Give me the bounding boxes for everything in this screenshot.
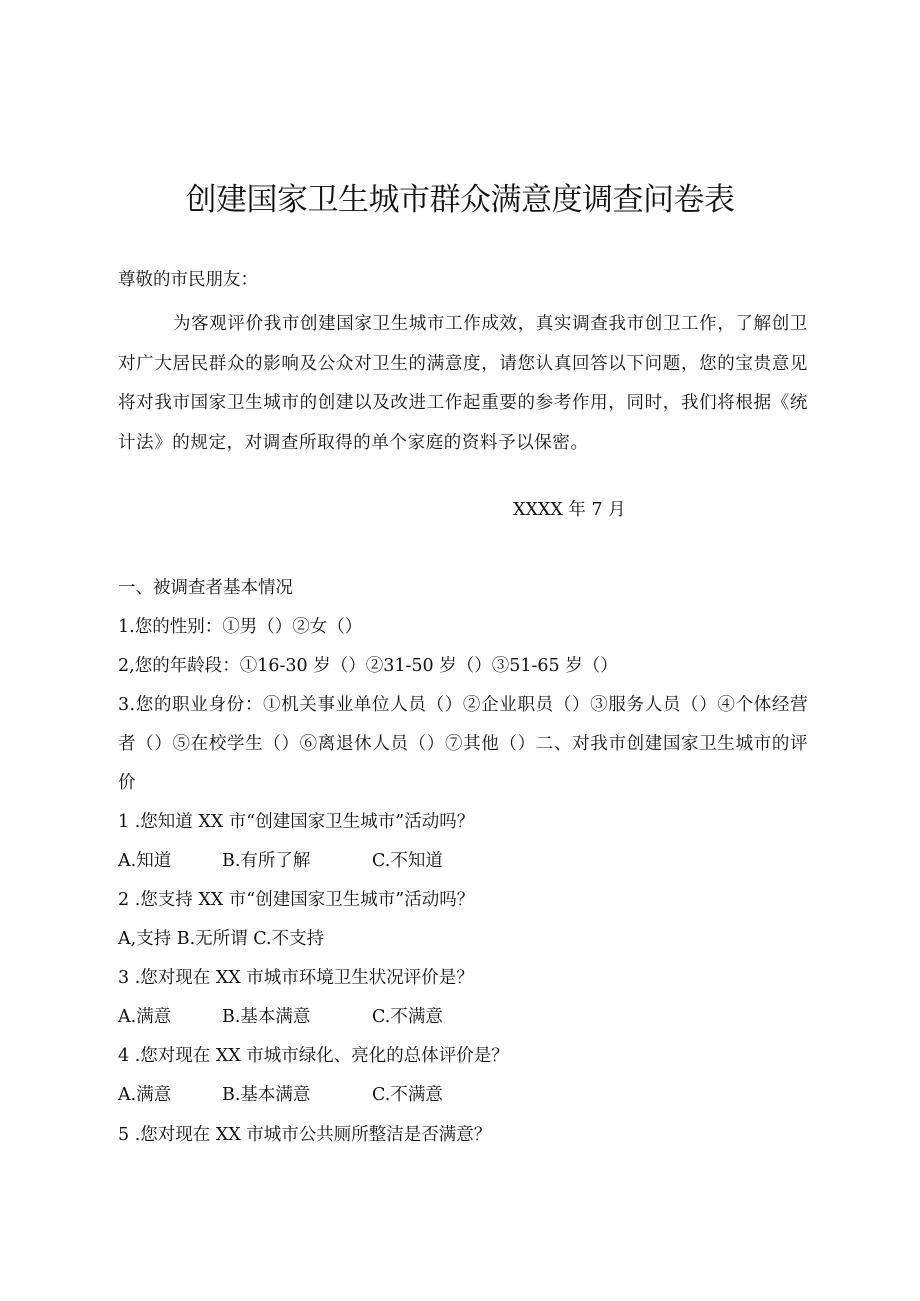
document-date: XXXX 年 7 月	[513, 500, 626, 520]
intro-paragraph: 为客观评价我市创建国家卫生城市工作成效，真实调查我市创卫工作，了解创卫对广大居民群众的影响及公众对卫生的满意度，请您认真回答以下问题，您的宝贵意见将对我市国家卫生城市的创建以及改进工作起重要的参考作用，同时，我们将根据《统计法》的规定，对调查所取得的单个家庭的资料予以保密。	[118, 314, 808, 453]
option-b: B.有所了解	[222, 851, 311, 871]
greeting: 尊敬的市民朋友：	[118, 270, 258, 290]
question-5: 5 .您对现在 XX 市城市公共厕所整洁是否满意？	[118, 1125, 492, 1145]
option-b: B.基本满意	[222, 1007, 311, 1027]
question-occupation: 3.您的职业身份：①机关事业单位人员（）②企业职员（）③服务人员（）④个体经营者（）⑤在校学生（）⑥离退休人员（）⑦其他（）二、对我市创建国家卫生城市的评价	[118, 695, 808, 793]
section-heading-basic-info: 一、被调查者基本情况	[118, 578, 293, 598]
option-a: A.满意	[118, 1085, 172, 1105]
option-a: A.满意	[118, 1007, 172, 1027]
question-4-options	[118, 1083, 443, 1107]
question-gender: 1.您的性别：①男（）②女（）	[118, 617, 363, 637]
option-c: C.不满意	[372, 1085, 443, 1105]
option-b: B.基本满意	[222, 1085, 311, 1105]
document-title: 创建国家卫生城市群众满意度调查问卷表	[185, 182, 735, 218]
question-1: 1 .您知道 XX 市“创建国家卫生城市”活动吗？	[118, 812, 475, 832]
option-c: C.不知道	[372, 851, 443, 871]
question-4: 4 .您对现在 XX 市城市绿化、亮化的总体评价是？	[118, 1046, 509, 1066]
question-3-options	[118, 1005, 443, 1029]
question-2: 2 .您支持 XX 市“创建国家卫生城市”活动吗？	[118, 890, 475, 910]
option-a: A.知道	[118, 851, 172, 871]
question-age: 2,您的年龄段：①16-30 岁（）②31-50 岁（）③51-65 岁（）	[118, 656, 618, 676]
option-c: C.不满意	[372, 1007, 443, 1027]
question-1-options	[118, 849, 443, 873]
question-2-options: A,支持 B.无所谓 C.不支持	[118, 929, 325, 949]
question-3: 3 .您对现在 XX 市城市环境卫生状况评价是？	[118, 968, 474, 988]
